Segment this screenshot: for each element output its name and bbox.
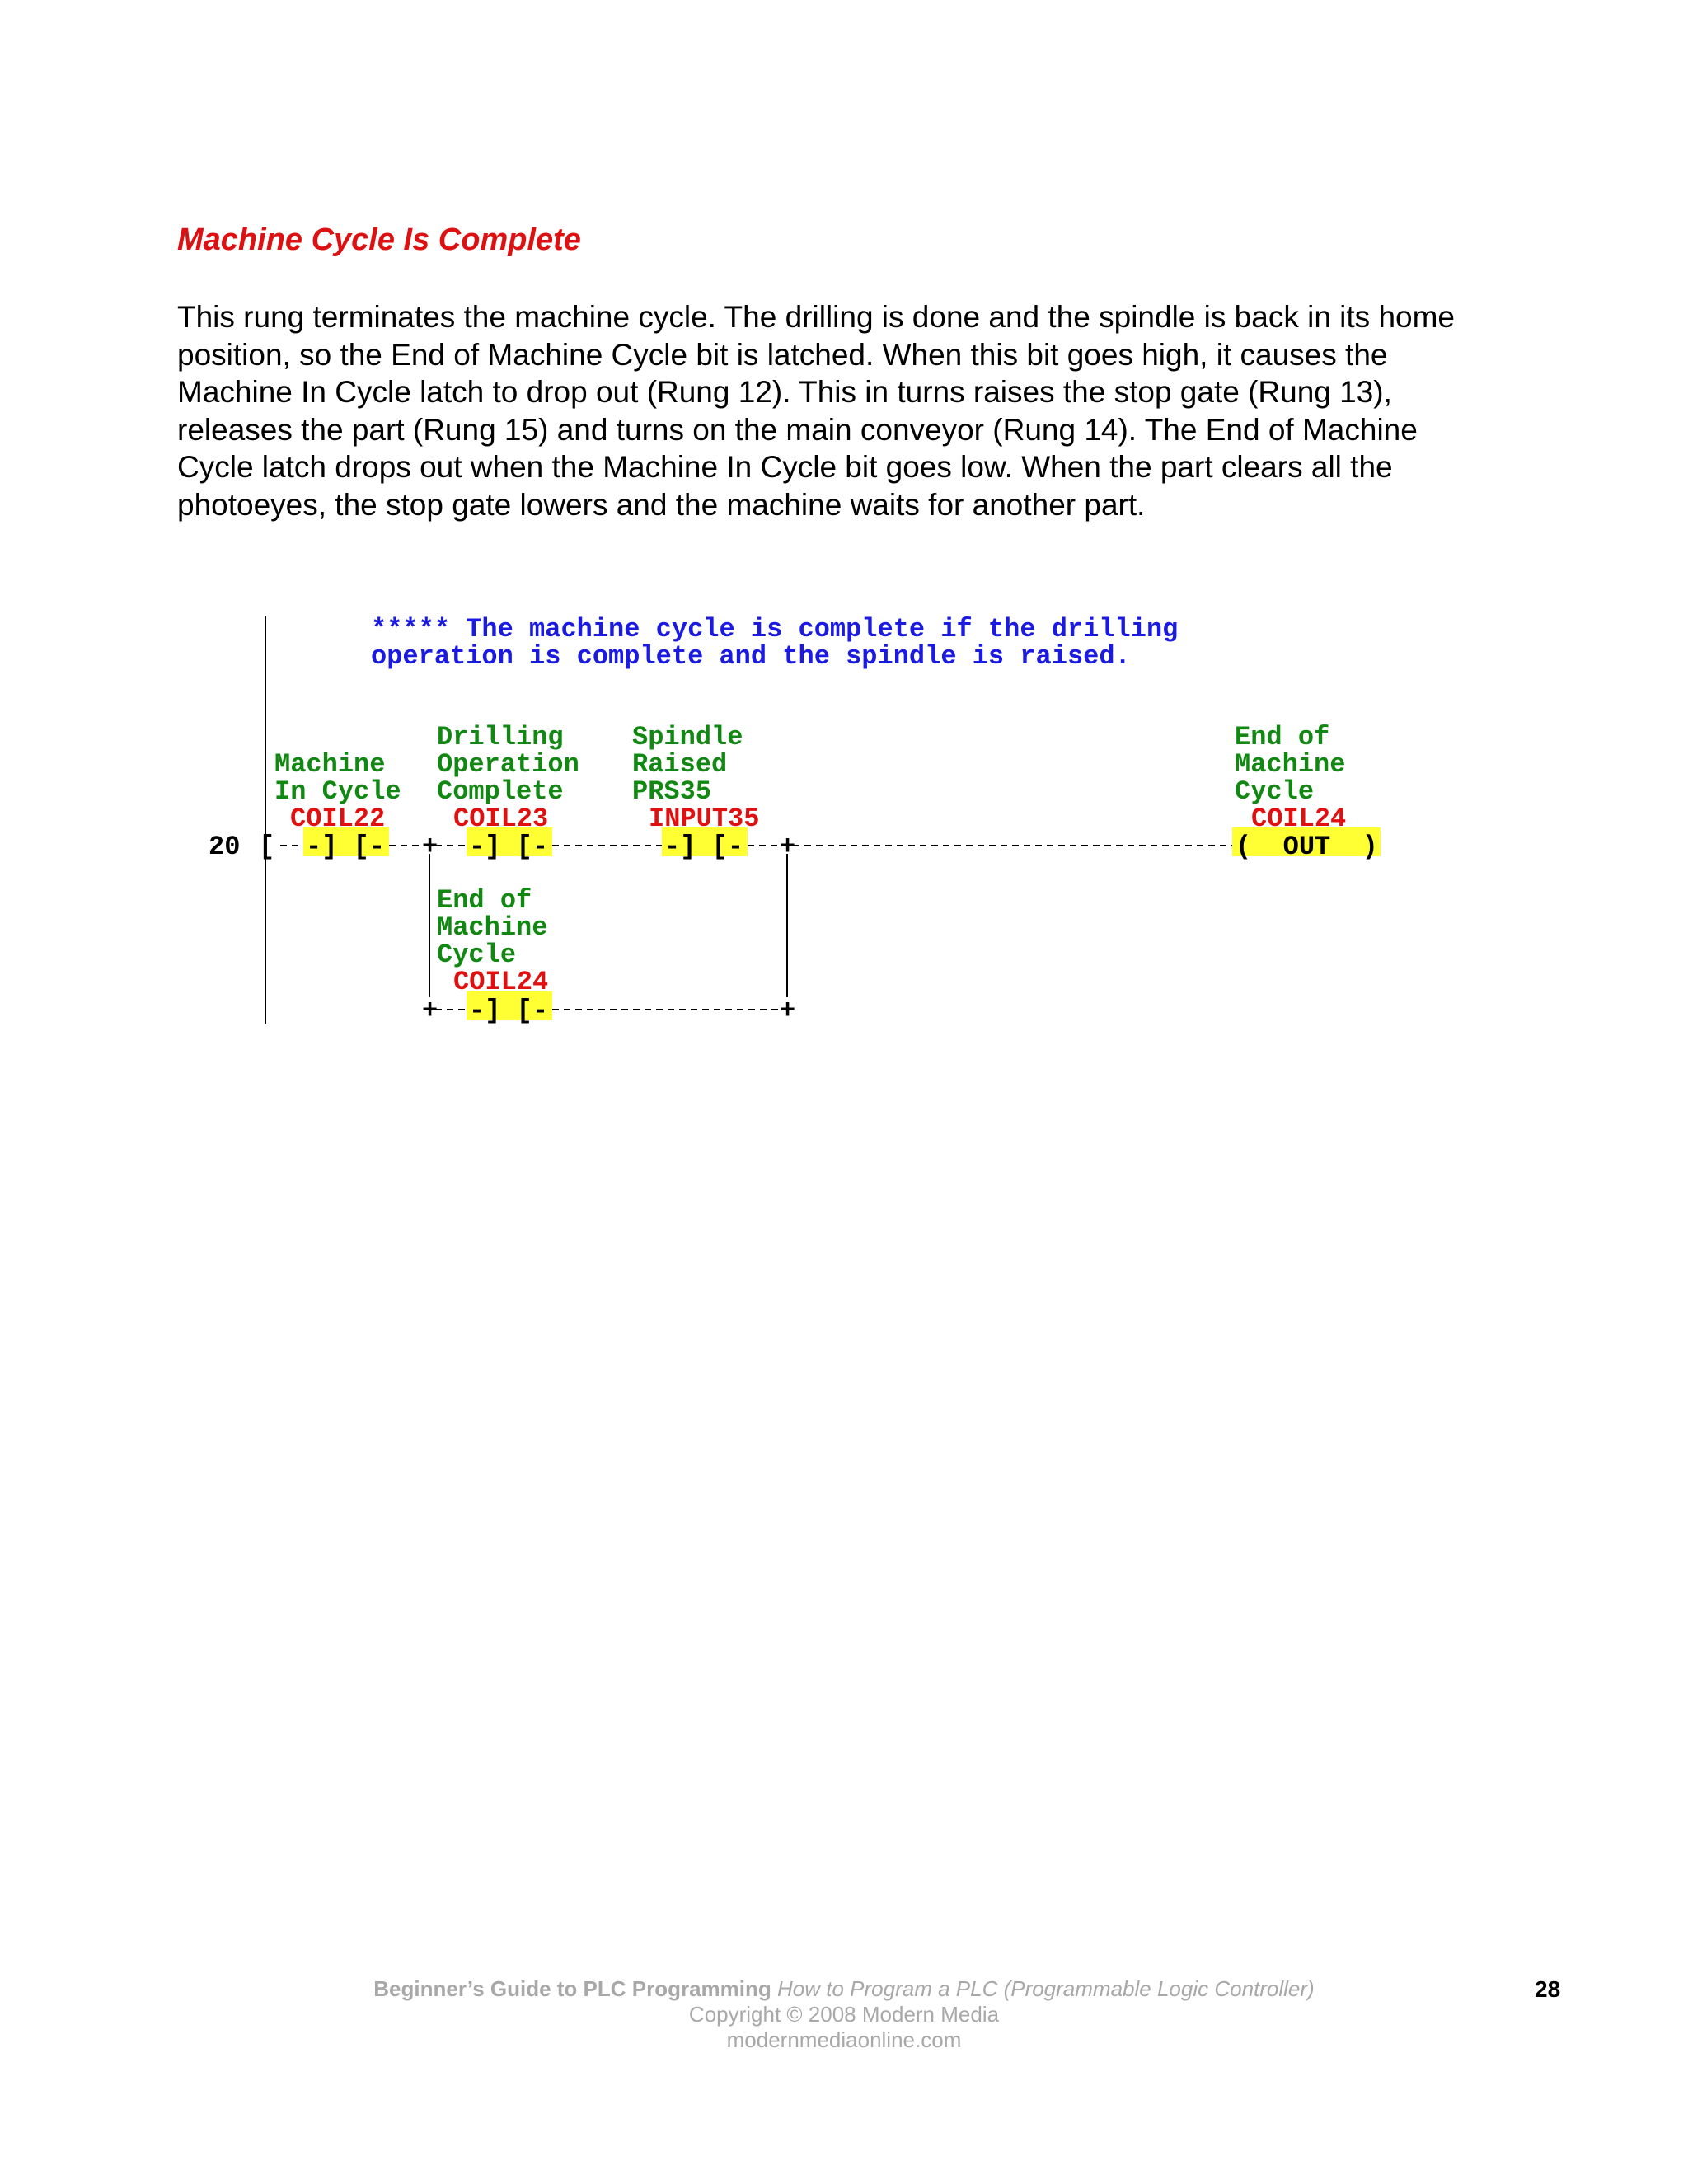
paragraph-line: releases the part (Rung 15) and turns on the main conveyor (Rung 14). The End of Machine [177,412,1418,447]
coil-description: Machine [1235,749,1346,780]
paragraph-line: Cycle latch drops out when the Machine In Cycle bit goes low. When the part clears all the [177,450,1393,484]
footer-subtitle: How to Program a PLC (Programmable Logic Controller) [777,1976,1315,2001]
contact-description: Drilling [437,722,564,752]
footer-copyright: Copyright © 2008 Modern Media [688,2002,1000,2027]
rung-comment-line: operation is complete and the spindle is raised. [371,641,1131,672]
footer-website: modernmediaonline.com [726,2027,962,2052]
contact-address: COIL23 [453,804,549,834]
rung-start-bracket: [ [259,832,275,862]
branch-contact-description: Cycle [437,940,517,970]
branch-node: + [780,832,796,862]
output-coil: ( OUT ) [1236,832,1378,862]
branch-node: + [422,996,438,1026]
page-number: 28 [1535,1976,1561,2002]
coil-description: Cycle [1235,776,1315,807]
rung-comment-line: ***** The machine cycle is complete if the drilling [371,614,1179,644]
contact-description: Operation [437,749,579,780]
paragraph-line: Machine In Cycle latch to drop out (Rung 12). This in turns raises the stop gate (Rung 13), [177,375,1392,409]
contact-symbol: -] [- [469,832,549,862]
contact-description: Raised [632,749,728,780]
contact-description: In Cycle [274,776,401,807]
branch-node: + [422,832,438,862]
branch-contact-symbol: -] [- [469,996,549,1026]
contact-symbol: -] [- [306,832,386,862]
contact-description: Machine [274,749,386,780]
coil-address: COIL24 [1251,804,1347,834]
paragraph-line: position, so the End of Machine Cycle bit is latched. When this bit goes high, it causes the [177,337,1388,372]
contact-description: PRS35 [632,776,712,807]
branch-node: + [780,996,796,1026]
coil-description: End of [1235,722,1330,752]
branch-contact-description: Machine [437,912,548,943]
footer-book-title: Beginner’s Guide to PLC Programming [373,1976,771,2001]
branch-contact-description: End of [437,885,532,916]
contact-description: Spindle [632,722,743,752]
branch-contact-address: COIL24 [453,967,549,997]
footer-title-line [0,1976,1688,2002]
section-heading: Machine Cycle Is Complete [177,223,581,257]
contact-address: INPUT35 [649,804,760,834]
paragraph-line: This rung terminates the machine cycle. The drilling is done and the spindle is back in its home [177,300,1456,334]
contact-symbol: -] [- [664,832,744,862]
ladder-diagram [0,0,1688,1071]
rung-number: 20 [209,832,241,862]
contact-address: COIL22 [290,804,386,834]
paragraph-line: photoeyes, the stop gate lowers and the machine waits for another part. [177,487,1146,522]
contact-description: Complete [437,776,564,807]
